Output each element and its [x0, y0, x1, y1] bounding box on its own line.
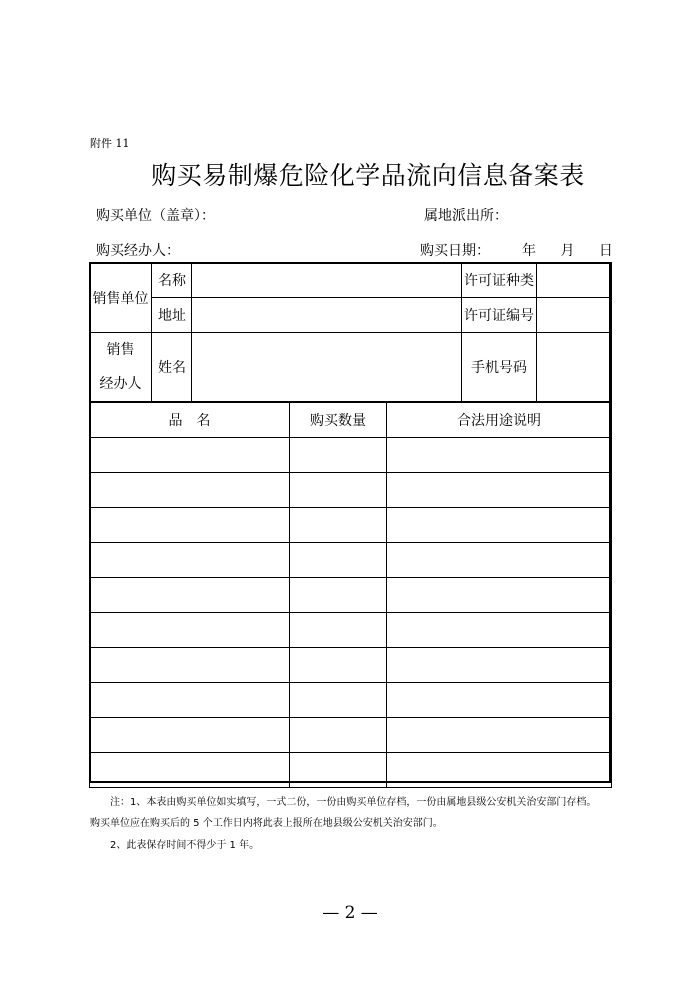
person-name-label: 姓名 — [152, 333, 192, 403]
license-no-cell — [462, 298, 612, 333]
buyer-agent-label: 购买经办人： — [96, 243, 180, 259]
table-row — [90, 717, 612, 752]
legal-use-cell[interactable] — [387, 752, 612, 787]
legal-use-cell[interactable] — [387, 717, 612, 752]
table-row — [90, 507, 612, 542]
quantity-cell[interactable] — [290, 472, 387, 507]
product-name-cell[interactable] — [90, 717, 290, 752]
seller-unit-label: 销售单位 — [90, 263, 152, 333]
quantity-cell[interactable] — [290, 507, 387, 542]
record-form-table — [89, 262, 612, 788]
table-row — [90, 682, 612, 717]
form-title: 购买易制爆危险化学品流向信息备案表 — [151, 161, 585, 190]
buyer-unit-label: 购买单位（盖章）： — [96, 208, 215, 224]
seller-agent-line1: 销售 — [106, 342, 135, 358]
product-name-cell[interactable] — [90, 577, 290, 612]
phone-cell — [462, 333, 612, 403]
legal-use-cell[interactable] — [387, 577, 612, 612]
license-no-field[interactable] — [537, 298, 611, 332]
date-units — [522, 240, 613, 260]
table-row — [90, 647, 612, 682]
seller-agent-label — [90, 333, 152, 403]
year-label: 年 — [522, 243, 536, 259]
note-line-2: 购买单位应在购买后的 5 个工作日内将此表上报所在地县级公安机关治安部门。 — [90, 818, 443, 829]
product-name-cell[interactable] — [90, 682, 290, 717]
license-type-field[interactable] — [537, 263, 611, 297]
product-name-cell[interactable] — [90, 542, 290, 577]
police-station-label: 属地派出所： — [424, 208, 508, 224]
product-name-cell[interactable] — [90, 507, 290, 542]
legal-use-cell[interactable] — [387, 437, 612, 472]
seller-name-field[interactable] — [192, 263, 462, 298]
license-type-cell — [462, 263, 612, 298]
seller-name-label: 名称 — [152, 263, 192, 298]
quantity-cell[interactable] — [290, 577, 387, 612]
table-row — [90, 612, 612, 647]
product-name-cell[interactable] — [90, 472, 290, 507]
legal-use-cell[interactable] — [387, 647, 612, 682]
quantity-cell[interactable] — [290, 647, 387, 682]
product-name-cell[interactable] — [90, 612, 290, 647]
quantity-cell[interactable] — [290, 752, 387, 787]
legal-use-cell[interactable] — [387, 612, 612, 647]
seller-agent-line2: 经办人 — [99, 376, 142, 392]
legal-use-cell[interactable] — [387, 507, 612, 542]
person-name-field[interactable] — [192, 333, 462, 403]
page-number: — 2 — — [322, 903, 378, 923]
product-name-cell[interactable] — [90, 437, 290, 472]
month-label: 月 — [560, 243, 575, 259]
table-row — [90, 472, 612, 507]
legal-use-cell[interactable] — [387, 542, 612, 577]
seller-address-label: 地址 — [152, 298, 192, 333]
quantity-cell[interactable] — [290, 682, 387, 717]
table-row — [90, 752, 612, 787]
quantity-cell[interactable] — [290, 437, 387, 472]
items-table-body — [90, 437, 612, 787]
table-row — [90, 577, 612, 612]
day-label: 日 — [598, 243, 613, 259]
product-name-cell[interactable] — [90, 752, 290, 787]
quantity-cell[interactable] — [290, 542, 387, 577]
note-line-1: 注：1、本表由购买单位如实填写，一式二份，一份由购买单位存档，一份由属地县级公安机关治安部门存档。 — [110, 797, 597, 808]
header-product-name: 品 名 — [90, 402, 290, 437]
quantity-cell[interactable] — [290, 717, 387, 752]
note-line-3: 2、此表保存时间不得少于 1 年。 — [110, 840, 260, 851]
header-quantity: 购买数量 — [290, 402, 387, 437]
table-row — [90, 542, 612, 577]
buy-date-label: 购买日期： — [420, 243, 490, 259]
table-row — [90, 437, 612, 472]
phone-label: 手机号码 — [462, 333, 537, 401]
seller-address-field[interactable] — [192, 298, 462, 333]
phone-field[interactable] — [537, 333, 611, 401]
legal-use-cell[interactable] — [387, 472, 612, 507]
legal-use-cell[interactable] — [387, 682, 612, 717]
header-legal-use: 合法用途说明 — [387, 402, 612, 437]
quantity-cell[interactable] — [290, 612, 387, 647]
attachment-label: 附件 11 — [90, 137, 130, 150]
license-no-label: 许可证编号 — [462, 298, 537, 332]
product-name-cell[interactable] — [90, 647, 290, 682]
license-type-label: 许可证种类 — [462, 263, 537, 297]
